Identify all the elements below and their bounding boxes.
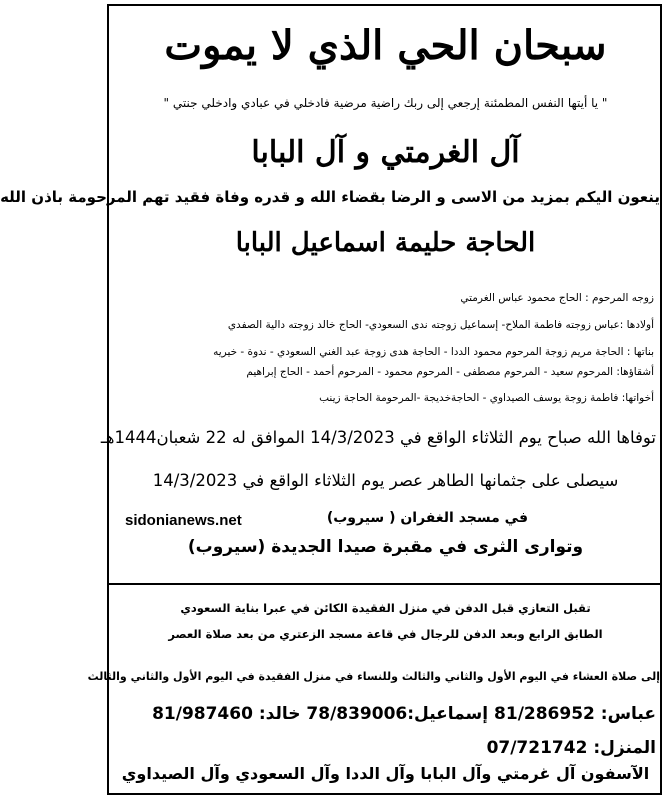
families-heading: آل الغرمتي و آل البابا — [251, 135, 520, 170]
condolences-line-1: تقبل التعازي قبل الدفن في منزل الفقيدة الكائن في عبرا بناية السعودي — [180, 601, 591, 615]
funeral-prayer-line: سيصلى على جثمانها الطاهر عصر يوم الثلاثاء الواقع في 14/3/2023 — [152, 471, 619, 490]
burial-line: وتوارى الثرى في مقبرة صيدا الجديدة (سيروب) — [187, 537, 584, 557]
sons-line: أولادها :عباس زوجته فاطمة الملاح- إسماعيل زوجته ندى السعودي- الحاج خالد زوجته دالية الصفدي — [227, 319, 654, 331]
condolences-line-3: إلى صلاة العشاء في اليوم الأول والثاني والثالث وللنساء في منزل الفقيدة في اليوم الأول والثاني والثالث — [87, 670, 660, 683]
calligraphy-header: سبحان الحي الذي لا يموت — [164, 22, 607, 69]
announcement-text: ينعون اليكم بمزيد من الاسى و الرضا بقضاء الله و قدره وفاة فقيد تهم المرحومة باذن الله — [0, 188, 660, 206]
daughters-line: بناتها : الحاجة مريم زوجة المرحوم محمود الددا - الحاجة هدى زوجة عبد الغني السعودي - ندوة - خيريه — [213, 346, 654, 358]
sisters-line: أخواتها: فاطمة زوجة يوسف الصيداوي - الحاجةخديجة -المرحومة الحاجة زينب — [319, 392, 654, 404]
death-date-line: توفاها الله صباح يوم الثلاثاء الواقع في 14/3/2023 الموافق له 22 شعبان1444هـ — [100, 428, 656, 447]
mosque-line: في مسجد الغفران ( سيروب) — [326, 510, 528, 526]
mourners-line: الآسفون آل غرمتي وآل البابا وآل الددا وآل السعودي وآل الصيداوي — [121, 764, 650, 783]
contact-phones-line: عباس: 81/286952 إسماعيل:78/839006 خالد: 81/987460 — [152, 704, 656, 724]
brothers-line: أشقاؤها: المرحوم سعيد - المرحوم مصطفى - المرحوم محمود - المرحوم أحمد - الحاج إبراهيم — [246, 366, 654, 378]
quran-verse: " يا أيتها النفس المطمئنة إرجعي إلى ربك راضية مرضية فادخلي في عبادي وادخلي جنتي " — [163, 96, 608, 110]
website-watermark: sidonianews.net — [125, 512, 242, 529]
section-divider — [107, 583, 662, 585]
home-phone-line: المنزل: 07/721742 — [486, 738, 656, 758]
condolences-line-2: الطابق الرابع وبعد الدفن للرجال في قاعة مسجد الزعتري من بعد صلاة العصر — [168, 627, 603, 641]
deceased-name: الحاجة حليمة اسماعيل البابا — [235, 228, 536, 258]
husband-line: زوجه المرحوم : الحاج محمود عباس الغرمتي — [460, 292, 654, 304]
